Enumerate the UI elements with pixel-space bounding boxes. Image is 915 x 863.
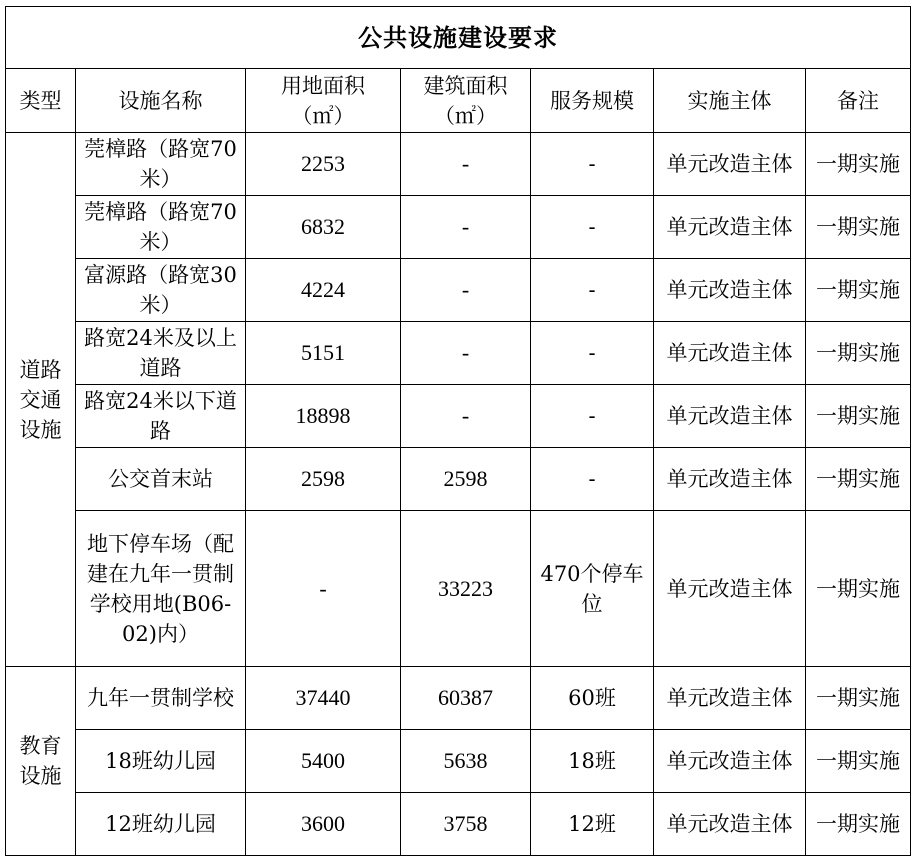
- building-area-cell: -: [401, 385, 531, 448]
- implementing-entity-cell: 单元改造主体: [654, 448, 806, 511]
- implementing-entity-cell: 单元改造主体: [654, 793, 806, 856]
- note-cell: 一期实施: [806, 385, 911, 448]
- land-area-cell: 37440: [246, 667, 401, 730]
- category-cell: 道路交通设施: [6, 133, 76, 667]
- land-area-cell: 4224: [246, 259, 401, 322]
- header-land-area: 用地面积 （㎡）: [246, 69, 401, 133]
- building-area-cell: -: [401, 259, 531, 322]
- note-cell: 一期实施: [806, 667, 911, 730]
- facility-name-cell: 九年一贯制学校: [76, 667, 246, 730]
- land-area-cell: -: [246, 511, 401, 667]
- facilities-table: [5, 6, 911, 856]
- facility-name-cell: 路宽24米及以上道路: [76, 322, 246, 385]
- implementing-entity-cell: 单元改造主体: [654, 667, 806, 730]
- building-area-cell: 33223: [401, 511, 531, 667]
- header-entity: 实施主体: [654, 69, 806, 133]
- table-row: [6, 385, 911, 448]
- note-cell: 一期实施: [806, 448, 911, 511]
- facility-name-cell: 地下停车场（配建在九年一贯制学校用地(B06-02)内）: [76, 511, 246, 667]
- building-area-cell: 60387: [401, 667, 531, 730]
- note-cell: 一期实施: [806, 259, 911, 322]
- land-area-cell: 5151: [246, 322, 401, 385]
- implementing-entity-cell: 单元改造主体: [654, 730, 806, 793]
- note-cell: 一期实施: [806, 133, 911, 196]
- implementing-entity-cell: 单元改造主体: [654, 259, 806, 322]
- land-area-cell: 6832: [246, 196, 401, 259]
- category-cell: 教育设施: [6, 667, 76, 856]
- table-row: [6, 259, 911, 322]
- implementing-entity-cell: 单元改造主体: [654, 196, 806, 259]
- land-area-cell: 18898: [246, 385, 401, 448]
- building-area-cell: 5638: [401, 730, 531, 793]
- note-cell: 一期实施: [806, 322, 911, 385]
- building-area-cell: -: [401, 133, 531, 196]
- header-scale: 服务规模: [531, 69, 654, 133]
- table-row: [6, 196, 911, 259]
- table-title: 公共设施建设要求: [6, 7, 911, 69]
- table-row: [6, 511, 911, 667]
- land-area-cell: 2253: [246, 133, 401, 196]
- service-scale-cell: -: [531, 133, 654, 196]
- table-body: [6, 133, 911, 856]
- service-scale-cell: -: [531, 322, 654, 385]
- service-scale-cell: -: [531, 385, 654, 448]
- facility-name-cell: 富源路（路宽30米）: [76, 259, 246, 322]
- facility-name-cell: 路宽24米以下道路: [76, 385, 246, 448]
- land-area-cell: 3600: [246, 793, 401, 856]
- note-cell: 一期实施: [806, 730, 911, 793]
- building-area-cell: -: [401, 196, 531, 259]
- table-row: [6, 730, 911, 793]
- implementing-entity-cell: 单元改造主体: [654, 322, 806, 385]
- service-scale-cell: -: [531, 259, 654, 322]
- implementing-entity-cell: 单元改造主体: [654, 511, 806, 667]
- facility-name-cell: 12班幼儿园: [76, 793, 246, 856]
- note-cell: 一期实施: [806, 793, 911, 856]
- facility-name-cell: 莞樟路（路宽70米）: [76, 133, 246, 196]
- header-building-area: 建筑面积 （㎡）: [401, 69, 531, 133]
- header-type: 类型: [6, 69, 76, 133]
- building-area-cell: 2598: [401, 448, 531, 511]
- facility-name-cell: 莞樟路（路宽70米）: [76, 196, 246, 259]
- header-name: 设施名称: [76, 69, 246, 133]
- service-scale-cell: 60班: [531, 667, 654, 730]
- facility-name-cell: 公交首末站: [76, 448, 246, 511]
- implementing-entity-cell: 单元改造主体: [654, 133, 806, 196]
- header-note: 备注: [806, 69, 911, 133]
- table-row: [6, 133, 911, 196]
- service-scale-cell: 18班: [531, 730, 654, 793]
- table-row: [6, 793, 911, 856]
- building-area-cell: -: [401, 322, 531, 385]
- land-area-cell: 5400: [246, 730, 401, 793]
- facility-name-cell: 18班幼儿园: [76, 730, 246, 793]
- implementing-entity-cell: 单元改造主体: [654, 385, 806, 448]
- service-scale-cell: -: [531, 196, 654, 259]
- table-row: [6, 448, 911, 511]
- service-scale-cell: 12班: [531, 793, 654, 856]
- service-scale-cell: 470个停车位: [531, 511, 654, 667]
- table-row: [6, 667, 911, 730]
- table-row: [6, 322, 911, 385]
- note-cell: 一期实施: [806, 196, 911, 259]
- land-area-cell: 2598: [246, 448, 401, 511]
- service-scale-cell: -: [531, 448, 654, 511]
- note-cell: 一期实施: [806, 511, 911, 667]
- header-row: [6, 69, 911, 133]
- building-area-cell: 3758: [401, 793, 531, 856]
